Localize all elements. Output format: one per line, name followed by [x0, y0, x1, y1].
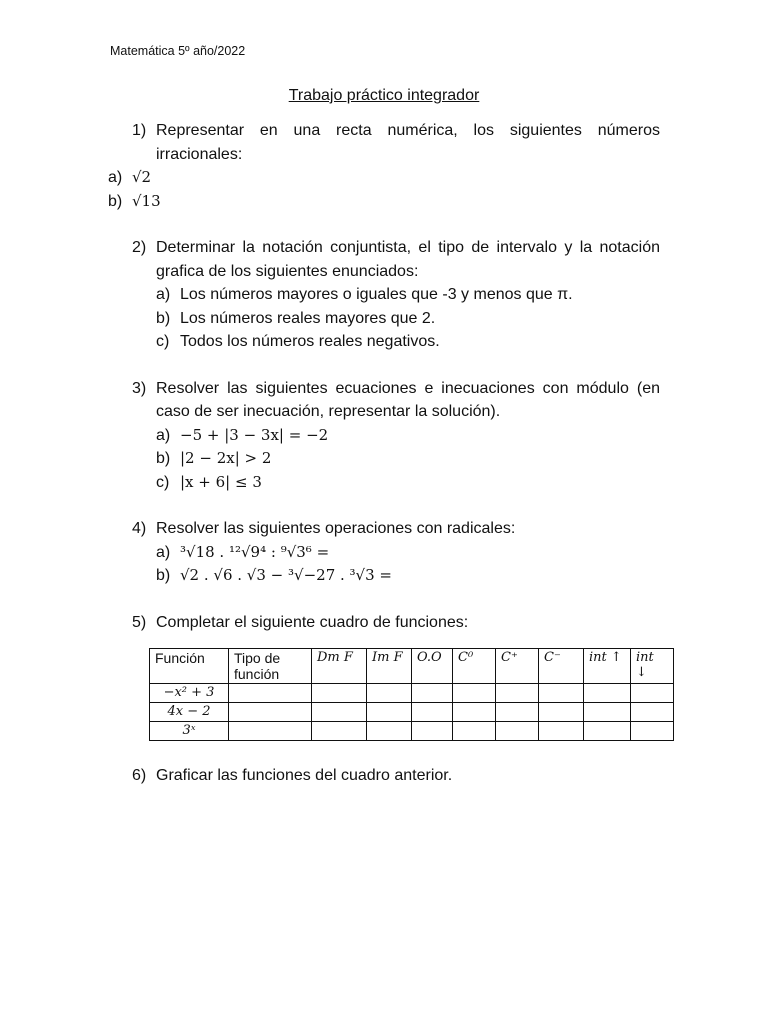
table-cell [229, 684, 312, 703]
question-4-item-b [156, 564, 660, 588]
table-cell [539, 722, 584, 741]
header-cell: C⁺ [496, 649, 539, 684]
header-cell: Tipo de función [229, 649, 312, 684]
exercise-list [108, 119, 660, 634]
item-text: Todos los números reales negativos. [180, 333, 440, 350]
item-label: c) [156, 333, 170, 350]
question-3-item-a [156, 424, 660, 448]
item-label: b) [156, 450, 171, 467]
table-cell [496, 722, 539, 741]
question-1-item-a [108, 166, 660, 190]
table-cell [312, 722, 367, 741]
question-1-text: Representar en una recta numérica, los siguientes números irracionales: [156, 122, 660, 163]
question-6-text: Graficar las funciones del cuadro anterior. [156, 767, 453, 784]
question-5-text: Completar el siguiente cuadro de funciones: [156, 613, 469, 631]
item-label: a) [108, 169, 123, 186]
table-cell [367, 684, 412, 703]
question-3-item-b [156, 447, 660, 471]
item-label: b) [108, 192, 123, 210]
question-4-item-a [156, 541, 660, 565]
item-expression: √13 [132, 191, 161, 210]
table-cell [367, 722, 412, 741]
header-cell: Dm F [312, 649, 367, 684]
question-3-number: 3) [132, 379, 147, 397]
table-row [150, 684, 674, 703]
question-3-text: Resolver las siguientes ecuaciones e inecuaciones con módulo (en caso de ser inecuación, representar la solución). [156, 379, 660, 420]
table-cell [496, 703, 539, 722]
table-cell [412, 722, 453, 741]
header-cell: Im F [367, 649, 412, 684]
table-cell [631, 684, 674, 703]
table-header-row [150, 649, 674, 684]
item-label: a) [156, 543, 171, 561]
question-2 [132, 236, 660, 283]
item-expression: ³√18 . ¹²√9⁴ : ⁹√3⁶ = [180, 542, 330, 561]
question-5 [132, 611, 660, 635]
header-cell: C⁻ [539, 649, 584, 684]
question-2-text: Determinar la notación conjuntista, el tipo de intervalo y la notación grafica de los siguientes enunciados: [156, 239, 660, 280]
table-cell [367, 703, 412, 722]
item-label: b) [156, 567, 171, 584]
question-4 [132, 517, 660, 541]
question-2-item-c [156, 330, 660, 354]
item-equation: −5 + |3 − 3x| = −2 [180, 425, 329, 444]
table-row [150, 722, 674, 741]
table-cell [412, 703, 453, 722]
table-cell [453, 722, 496, 741]
table-cell [539, 703, 584, 722]
table-row [150, 703, 674, 722]
question-6 [132, 764, 660, 788]
question-2-item-a [156, 283, 660, 307]
question-2-number: 2) [132, 239, 147, 256]
table-cell [312, 703, 367, 722]
page-header: Matemática 5º año/2022 [110, 44, 246, 58]
question-3 [132, 377, 660, 424]
question-1 [132, 119, 660, 166]
item-label: c) [156, 473, 170, 491]
question-2-item-b [156, 307, 660, 331]
header-cell: Función [150, 649, 229, 684]
item-equation: |x + 6| ≤ 3 [180, 472, 262, 491]
table-cell [631, 722, 674, 741]
table-cell [631, 703, 674, 722]
item-label: a) [156, 286, 171, 303]
function-cell: 4x − 2 [150, 703, 229, 722]
table-cell [453, 703, 496, 722]
table-cell [453, 684, 496, 703]
item-expression: √2 . √6 . √3 − ³√−27 . ³√3 = [180, 566, 392, 584]
table-cell [584, 722, 631, 741]
item-text: Los números mayores o iguales que -3 y menos que π. [180, 286, 573, 303]
question-1-number: 1) [132, 122, 147, 139]
item-expression: √2 [132, 168, 152, 186]
functions-table [149, 648, 674, 741]
header-cell: int ↑ [584, 649, 631, 684]
function-cell: 3ˣ [150, 722, 229, 741]
table-cell [584, 703, 631, 722]
item-equation: |2 − 2x| > 2 [180, 449, 272, 467]
question-1-item-b [108, 190, 660, 214]
table-cell [229, 703, 312, 722]
question-5-number: 5) [132, 613, 147, 631]
function-cell: −x² + 3 [150, 684, 229, 703]
header-cell: C⁰ [453, 649, 496, 684]
table-cell [496, 684, 539, 703]
table-cell [229, 722, 312, 741]
item-label: b) [156, 309, 171, 327]
header-cell: O.O [412, 649, 453, 684]
item-text: Los números reales mayores que 2. [180, 309, 436, 327]
item-label: a) [156, 426, 171, 444]
table-cell [312, 684, 367, 703]
table-cell [539, 684, 584, 703]
question-6-number: 6) [132, 767, 147, 784]
table-cell [584, 684, 631, 703]
document-title: Trabajo práctico integrador [288, 87, 480, 104]
question-3-item-c [156, 471, 660, 495]
question-4-number: 4) [132, 520, 147, 537]
table-cell [412, 684, 453, 703]
header-cell: int ↓ [631, 649, 674, 684]
question-4-text: Resolver las siguientes operaciones con radicales: [156, 520, 516, 537]
